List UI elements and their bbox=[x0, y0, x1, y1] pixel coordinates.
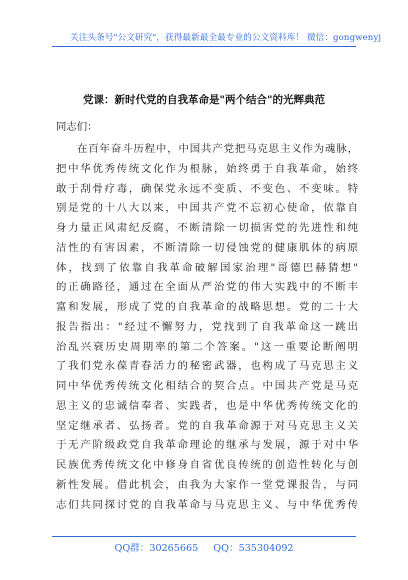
body-line: 报告指出："经过不懈努力，党找到了自我革命这一跳出 bbox=[56, 320, 358, 333]
footer-divider bbox=[52, 536, 356, 537]
body-line: 敢于刮骨疗毒，确保党永远不变质、不变色、不变味。特 bbox=[56, 182, 358, 195]
body-line: 身力量正风肃纪反腐，不断清除一切损害党的先进性和纯 bbox=[56, 222, 358, 234]
body-paragraph bbox=[56, 140, 358, 515]
header-divider bbox=[52, 46, 356, 47]
body-line: 坚定继承者、弘扬者。党的自我革命源于对马克思主义关 bbox=[56, 419, 358, 432]
body-line: 在百年奋斗历程中，中国共产党把马克思主义作为魂脉， bbox=[77, 143, 358, 155]
body-line: 志们共同探讨党的自我革命与马克思主义、与中华优秀传 bbox=[56, 498, 358, 511]
body-line: 体，找到了依靠自我革命破解国家治理"哥德巴赫猜想" bbox=[56, 261, 358, 274]
footer-qq-group: QQ群：30265665 bbox=[114, 543, 199, 554]
page-header bbox=[0, 0, 408, 64]
body-line: 了我们党永葆青春活力的秘密武器，也构成了马克思主义 bbox=[56, 360, 358, 373]
body-line: 思主义的忠诚信奉者、实践者，也是中华优秀传统文化的 bbox=[56, 399, 358, 412]
body-line: 富和发展，形成了党的自我革命的战略思想。党的二十大 bbox=[56, 301, 358, 313]
body-line: 洁性的有害因素，不断清除一切侵蚀党的健康肌体的病原 bbox=[56, 241, 358, 254]
salutation: 同志们： bbox=[56, 121, 98, 133]
body-line: 于无产阶级政党自我革命理论的继承与发展，源于对中华 bbox=[56, 439, 358, 452]
body-line: 同中华优秀传统文化相结合的契合点。中国共产党是马克 bbox=[56, 380, 358, 392]
body-line: 民族优秀传统文化中修身自省优良传统的创造性转化与创 bbox=[56, 459, 358, 471]
body-line: 别是党的十八大以来，中国共产党不忘初心使命，依靠自 bbox=[56, 202, 358, 215]
body-line: 新性发展。借此机会，由我为大家作一堂党课报告，与同 bbox=[56, 478, 358, 491]
footer-qq-number: QQ：535304092 bbox=[213, 543, 294, 554]
body-line: 的正确路径，通过在全面从严治党的伟大实践中的不断丰 bbox=[56, 281, 358, 294]
body-line: 治乱兴衰历史周期率的第二个答案。"这一重要论断阐明 bbox=[56, 340, 358, 353]
header-promo-text: 关注头条号"公文研究"，获得最新最全最专业的公文资料库！ 微信：gongwenyj bbox=[70, 33, 382, 43]
page-footer bbox=[0, 540, 408, 554]
body-line: 把中华优秀传统文化作为根脉，始终勇于自我革命，始终 bbox=[56, 162, 358, 175]
document-title: 党课：新时代党的自我革命是"两个结合"的光辉典范 bbox=[83, 94, 325, 106]
